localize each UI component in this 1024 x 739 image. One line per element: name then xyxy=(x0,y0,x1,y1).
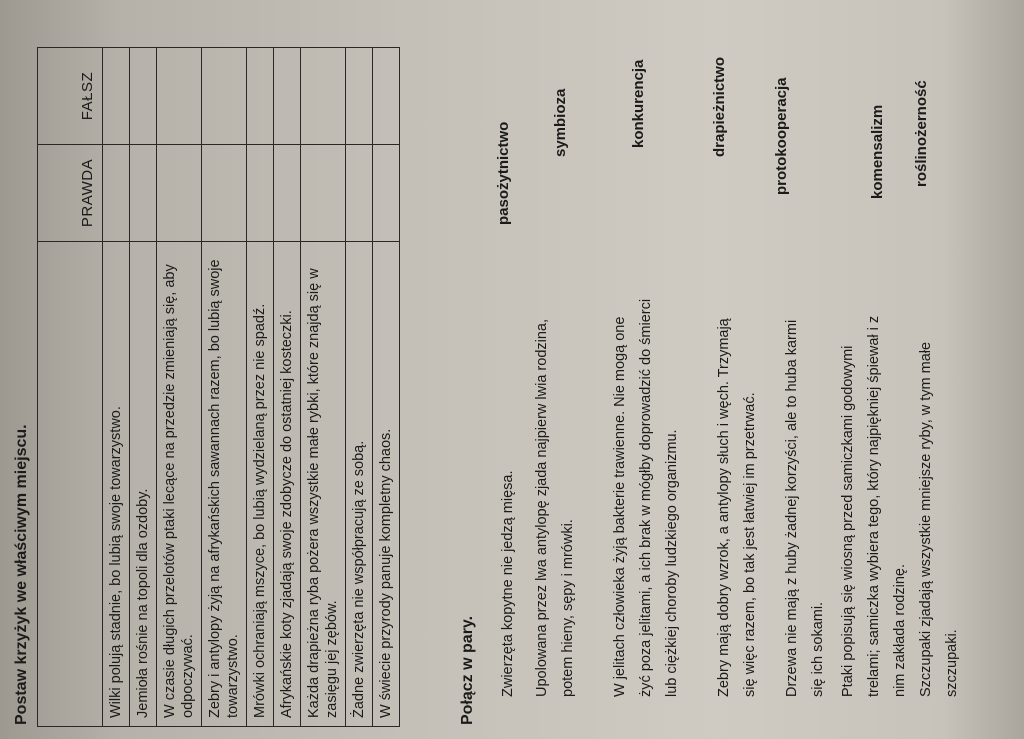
statement-cell: Afrykańskie koty zjadają swoje zdobycze do ostatniej kosteczki. xyxy=(274,242,301,727)
statement-cell: W czasie długich przelotów ptaki lecące na przedzie zmieniają się, aby odpoczywać. xyxy=(157,242,202,727)
false-checkbox-cell[interactable] xyxy=(157,48,202,145)
false-checkbox-cell[interactable] xyxy=(202,48,247,145)
statement-cell: W świecie przyrody panuje kompletny chaos. xyxy=(373,242,400,727)
false-checkbox-cell[interactable] xyxy=(103,48,130,145)
false-checkbox-cell[interactable] xyxy=(301,48,346,145)
worksheet-page xyxy=(7,5,1017,735)
statement-cell: Mrówki ochraniają mszyce, bo lubią wydzielaną przez nie spadź. xyxy=(247,242,274,727)
false-checkbox-cell[interactable] xyxy=(274,48,301,145)
statement-cell: Zebry i antylopy żyją na afrykańskich sawannach razem, bo lubią swoje towarzystwo. xyxy=(202,242,247,727)
statement-cell: Żadne zwierzęta nie współpracują ze sobą. xyxy=(346,242,373,727)
pair-description: W jelitach człowieka żyją bakterie trawienne. Nie mogą one żyć poza jelitami, a ich brak w mógłby doprowadzić do śmierci lub ciężkiej choroby ludzkiego organizmu. xyxy=(612,298,680,697)
true-checkbox-cell[interactable] xyxy=(130,145,157,242)
false-checkbox-cell[interactable] xyxy=(373,48,400,145)
true-checkbox-cell[interactable] xyxy=(346,145,373,242)
table-row xyxy=(103,48,130,727)
column-header-true: PRAWDA xyxy=(38,145,103,242)
statement-column-header xyxy=(38,242,103,727)
pair-term: protokooperacja xyxy=(773,77,790,195)
table-row xyxy=(346,48,373,727)
pair-term: drapieżnictwo xyxy=(711,56,728,157)
table-header-row xyxy=(38,48,103,727)
true-false-table xyxy=(37,47,400,727)
pair-description: Drzewa nie mają z huby żadnej korzyści, ale to huba karmi się ich sokami. xyxy=(784,319,826,697)
column-header-false: FAŁSZ xyxy=(38,48,103,145)
section-title-true-false: Postaw krzyżyk we właściwym miejscu. xyxy=(13,424,30,725)
table-row xyxy=(274,48,301,727)
false-checkbox-cell[interactable] xyxy=(247,48,274,145)
pair-description: Szczupaki zjadają wszystkie mniejsze ryby, w tym małe szczupaki. xyxy=(918,341,960,697)
statement-cell: Wilki polują stadnie, bo lubią swoje towarzystwo. xyxy=(103,242,130,727)
true-checkbox-cell[interactable] xyxy=(202,145,247,242)
pair-term: symbioza xyxy=(552,88,569,157)
true-checkbox-cell[interactable] xyxy=(103,145,130,242)
table-row xyxy=(202,48,247,727)
section-title-pairs: Połącz w pary. xyxy=(459,615,476,725)
pair-term: komensalizm xyxy=(869,104,886,199)
true-checkbox-cell[interactable] xyxy=(157,145,202,242)
false-checkbox-cell[interactable] xyxy=(346,48,373,145)
statement-cell: Każda drapieżna ryba pożera wszystkie małe rybki, które znajdą się w zasięgu jej zębów. xyxy=(301,242,346,727)
true-checkbox-cell[interactable] xyxy=(274,145,301,242)
pair-description: Zebry mają dobry wzrok, a antylopy słuch i węch. Trzymają się więc razem, bo tak jest łatwiej im przetrwać. xyxy=(716,318,758,697)
true-checkbox-cell[interactable] xyxy=(373,145,400,242)
table-row xyxy=(157,48,202,727)
false-checkbox-cell[interactable] xyxy=(130,48,157,145)
pair-description: Zwierzęta kopytne nie jedzą mięsa. xyxy=(500,470,516,697)
true-checkbox-cell[interactable] xyxy=(247,145,274,242)
true-checkbox-cell[interactable] xyxy=(301,145,346,242)
table-row xyxy=(301,48,346,727)
table-row xyxy=(247,48,274,727)
pair-description: Upolowana przez lwa antylopę zjada najpierw lwia rodzina, potem hieny, sępy i mrówki. xyxy=(534,318,576,697)
pair-term: pasożytnictwo xyxy=(495,121,512,225)
statement-cell: Jemioła rośnie na topoli dla ozdoby. xyxy=(130,242,157,727)
table-row xyxy=(130,48,157,727)
pair-description: Ptaki popisują się wiosną przed samiczkami godowymi trelami; samiczka wybiera tego, który najpiękniej śpiewał i z nim zakłada rodzinę. xyxy=(840,315,908,697)
pair-term: konkurencja xyxy=(630,59,647,148)
pair-term: roślinożerność xyxy=(913,80,930,187)
table-row xyxy=(373,48,400,727)
